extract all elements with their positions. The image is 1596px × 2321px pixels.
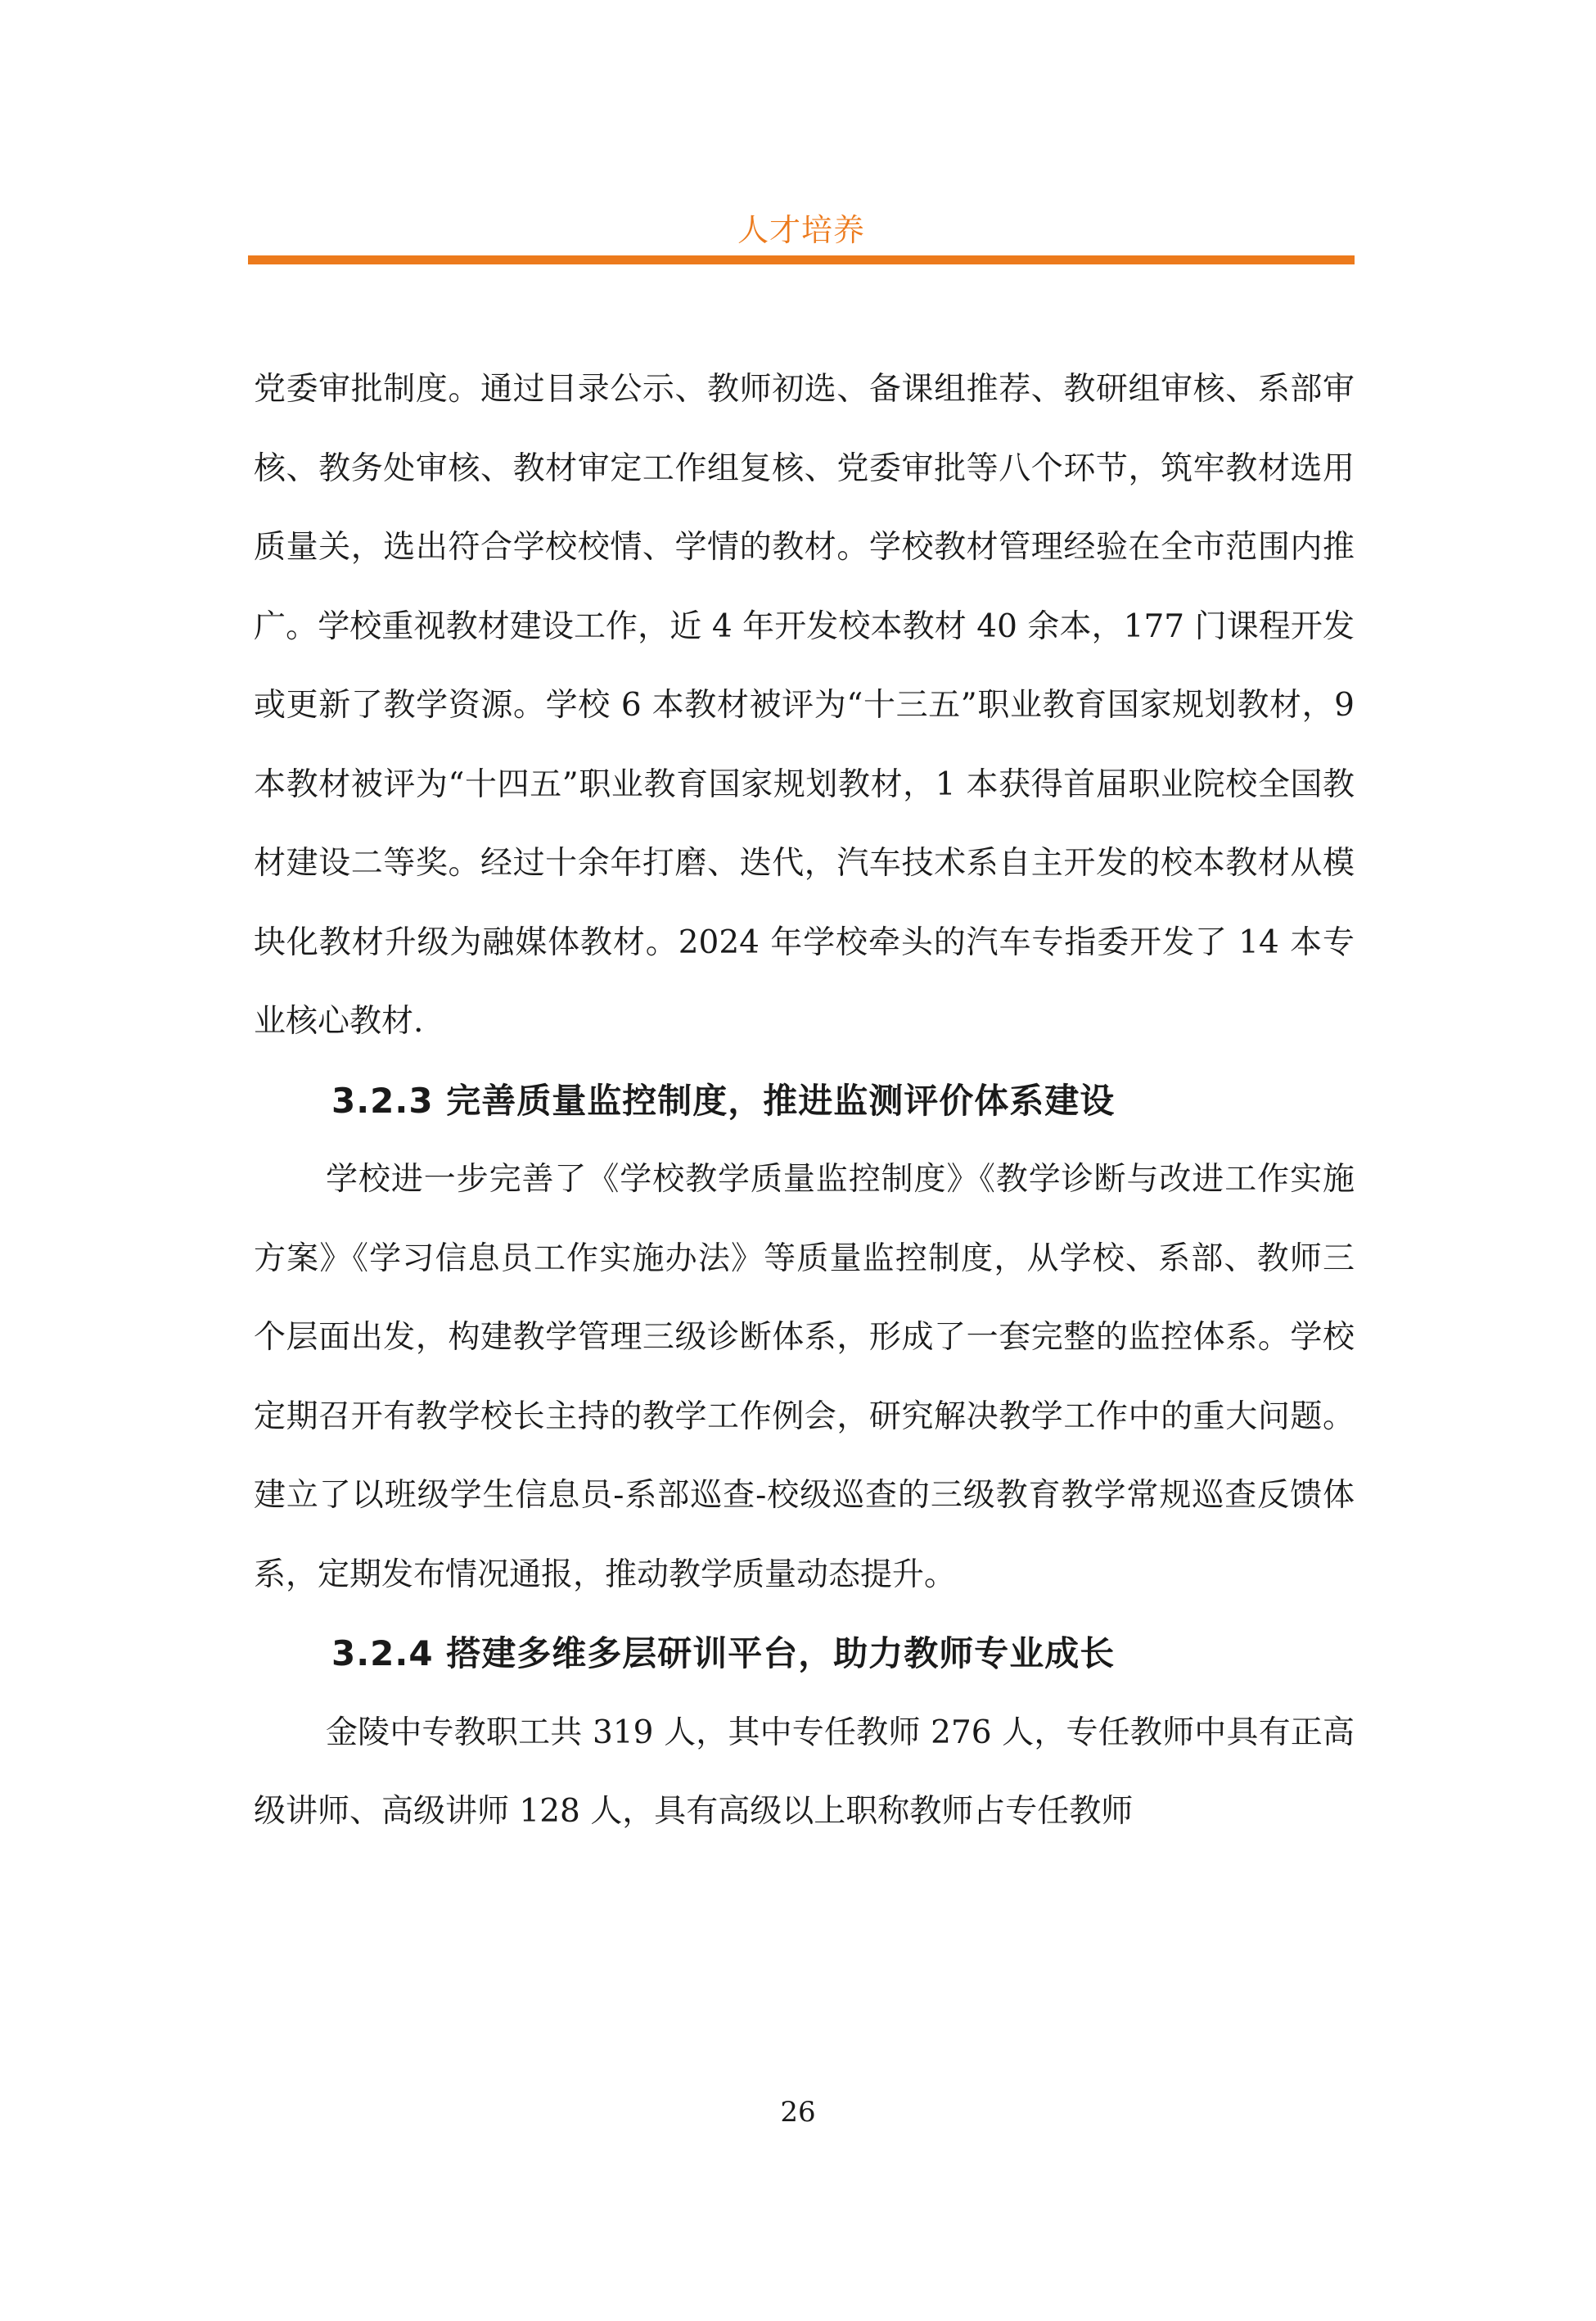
header-rule — [248, 255, 1355, 264]
header-title: 人才培养 — [737, 212, 865, 248]
document-body — [254, 350, 1355, 1852]
section-heading: 3.2.3 完善质量监控制度，推进监测评价体系建设 — [331, 1080, 1116, 1121]
page-header — [248, 196, 1355, 270]
body-paragraph: 党委审批制度。通过目录公示、教师初选、备课组推荐、教研组审核、系部审核、教务处审核、教材审定工作组复核、党委审批等八个环节，筑牢教材选用质量关，选出符合学校校情、学情的教材。学校教材管理经验在全市范围内推广。学校重视教材建设工作，近 4 年开发校本教材 40 余本，177 门课程开发或更新了教学资源。学校 6 本教材被评为“十三五”职业教育国家规划教材，9 本教材被评为“十四五”职业教育国家规划教材，1 本获得首届职业院校全国教材建设二等奖。经过十余年打磨、迭代，汽车技术系自主开发的校本教材从模块化教材升级为融媒体教材。2024 年学校牵头的汽车专指委开发了 14 本专业核心教材. — [254, 371, 1355, 1040]
body-paragraph: 学校进一步完善了《学校教学质量监控制度》《教学诊断与改进工作实施方案》《学习信息员工作实施办法》等质量监控制度，从学校、系部、教师三个层面出发，构建教学管理三级诊断体系，形成了一套完整的监控体系。学校定期召开有教学校长主持的教学工作例会，研究解决教学工作中的重大问题。建立了以班级学生信息员-系部巡查-校级巡查的三级教育教学常规巡查反馈体系，定期发布情况通报，推动教学质量动态提升。 — [254, 1161, 1355, 1593]
section-heading: 3.2.4 搭建多维多层研训平台，助力教师专业成长 — [331, 1633, 1116, 1673]
body-paragraph: 金陵中专教职工共 319 人，其中专任教师 276 人，专任教师中具有正高级讲师、高级讲师 128 人，具有高级以上职称教师占专任教师 — [254, 1714, 1355, 1830]
page-number: 26 — [780, 2096, 816, 2129]
